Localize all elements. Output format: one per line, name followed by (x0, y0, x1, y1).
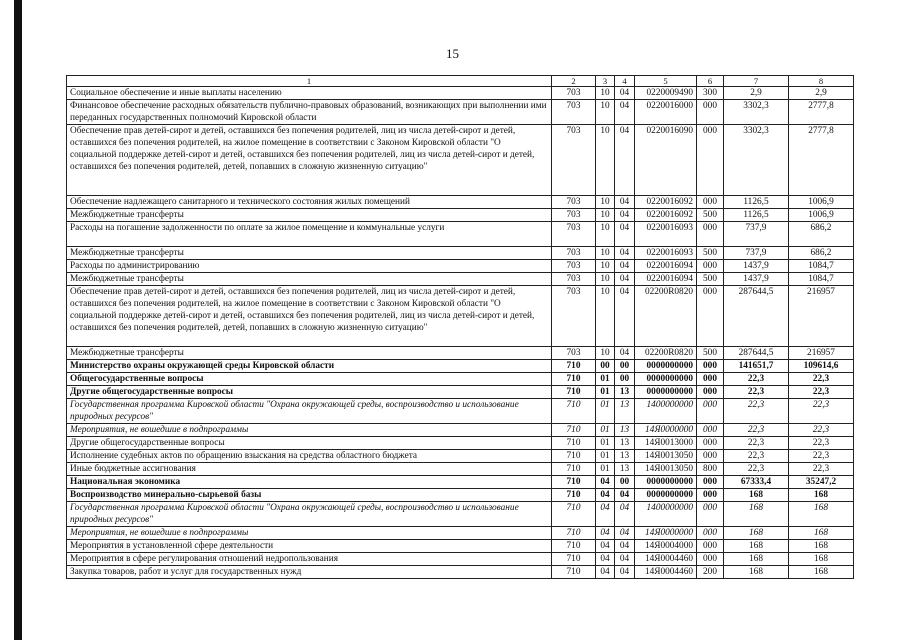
row-section-code: 04 (596, 553, 615, 566)
row-amount-planned: 168 (724, 502, 789, 527)
row-subsection-code: 13 (615, 450, 635, 463)
row-grbs-code: 710 (552, 553, 596, 566)
row-amount-planned: 168 (724, 527, 789, 540)
row-expense-type: 000 (697, 399, 724, 424)
row-section-code: 10 (596, 247, 615, 260)
row-amount-planned: 737,9 (724, 222, 789, 247)
table-row (67, 424, 854, 437)
row-section-code: 10 (596, 209, 615, 222)
row-description: Обеспечение прав детей-сирот и детей, оставшихся без попечения родителей, лиц из числа детей-сирот и детей, оставшихся без попечения родителей, на жилое помещение в соответствии с Законом Кировской области "О социальной поддержке детей-сирот и детей, оставшихся без попечения родителей, лиц из числа детей-сирот и детей, оставшихся без попечения родителей, детей, попавших в сложную жизненную ситуацию" (67, 125, 552, 196)
row-description: Расходы на погашение задолженности по оплате за жилое помещение и коммунальные услуги (67, 222, 552, 247)
row-subsection-code: 04 (615, 209, 635, 222)
row-expense-type: 000 (697, 196, 724, 209)
row-grbs-code: 710 (552, 489, 596, 502)
table-row (67, 566, 854, 579)
row-grbs-code: 710 (552, 566, 596, 579)
row-expense-type: 000 (697, 527, 724, 540)
table-header-row (67, 76, 854, 87)
row-section-code: 10 (596, 125, 615, 196)
row-amount-executed: 216957 (789, 347, 854, 360)
row-amount-planned: 22,3 (724, 424, 789, 437)
row-target-article: 0220016093 (635, 247, 697, 260)
row-subsection-code: 13 (615, 386, 635, 399)
row-section-code: 01 (596, 437, 615, 450)
row-amount-planned: 22,3 (724, 450, 789, 463)
row-grbs-code: 710 (552, 360, 596, 373)
row-section-code: 10 (596, 347, 615, 360)
table-row (67, 260, 854, 273)
row-grbs-code: 710 (552, 437, 596, 450)
row-grbs-code: 710 (552, 424, 596, 437)
row-grbs-code: 710 (552, 450, 596, 463)
row-amount-executed: 686,2 (789, 247, 854, 260)
row-description: Межбюджетные трансферты (67, 347, 552, 360)
row-subsection-code: 04 (615, 196, 635, 209)
row-amount-executed: 35247,2 (789, 476, 854, 489)
row-target-article: 0220016092 (635, 196, 697, 209)
row-amount-executed: 168 (789, 502, 854, 527)
table-row (67, 399, 854, 424)
row-amount-planned: 1437,9 (724, 273, 789, 286)
row-subsection-code: 04 (615, 347, 635, 360)
table-row (67, 196, 854, 209)
row-section-code: 00 (596, 360, 615, 373)
table-row (67, 386, 854, 399)
row-expense-type: 000 (697, 125, 724, 196)
row-target-article: 0220016093 (635, 222, 697, 247)
row-description: Обеспечение надлежащего санитарного и технического состояния жилых помещений (67, 196, 552, 209)
row-amount-planned: 168 (724, 489, 789, 502)
row-subsection-code: 00 (615, 360, 635, 373)
row-amount-executed: 168 (789, 527, 854, 540)
row-subsection-code: 13 (615, 437, 635, 450)
row-grbs-code: 703 (552, 100, 596, 125)
row-amount-planned: 1126,5 (724, 209, 789, 222)
row-amount-executed: 168 (789, 553, 854, 566)
row-description: Другие общегосударственные вопросы (67, 437, 552, 450)
row-amount-planned: 22,3 (724, 437, 789, 450)
row-amount-executed: 22,3 (789, 437, 854, 450)
row-expense-type: 500 (697, 273, 724, 286)
row-section-code: 04 (596, 489, 615, 502)
row-amount-executed: 1006,9 (789, 196, 854, 209)
row-expense-type: 000 (697, 540, 724, 553)
row-amount-planned: 168 (724, 540, 789, 553)
row-amount-executed: 2777,8 (789, 100, 854, 125)
row-section-code: 10 (596, 100, 615, 125)
row-expense-type: 000 (697, 437, 724, 450)
row-amount-planned: 141651,7 (724, 360, 789, 373)
row-description: Министерство охраны окружающей среды Кировской области (67, 360, 552, 373)
row-target-article: 14Я0004460 (635, 553, 697, 566)
row-grbs-code: 703 (552, 87, 596, 100)
row-subsection-code: 00 (615, 476, 635, 489)
column-header: 8 (789, 76, 854, 87)
table-row (67, 209, 854, 222)
row-grbs-code: 703 (552, 209, 596, 222)
table-row (67, 476, 854, 489)
row-subsection-code: 04 (615, 527, 635, 540)
row-target-article: 0000000000 (635, 373, 697, 386)
row-grbs-code: 703 (552, 222, 596, 247)
row-amount-planned: 287644,5 (724, 347, 789, 360)
row-section-code: 04 (596, 540, 615, 553)
row-expense-type: 000 (697, 360, 724, 373)
table-row (67, 247, 854, 260)
row-target-article: 02200R0820 (635, 347, 697, 360)
row-expense-type: 300 (697, 87, 724, 100)
table-row (67, 100, 854, 125)
row-target-article: 0220016094 (635, 260, 697, 273)
table-row (67, 360, 854, 373)
column-header: 1 (67, 76, 552, 87)
row-amount-executed: 2777,8 (789, 125, 854, 196)
table-row (67, 125, 854, 196)
row-amount-planned: 737,9 (724, 247, 789, 260)
row-amount-executed: 22,3 (789, 450, 854, 463)
row-section-code: 10 (596, 273, 615, 286)
table-body (67, 87, 854, 579)
row-description: Мероприятия, не вошедшие в подпрограммы (67, 424, 552, 437)
row-target-article: 1400000000 (635, 399, 697, 424)
row-section-code: 01 (596, 373, 615, 386)
row-expense-type: 000 (697, 222, 724, 247)
row-subsection-code: 04 (615, 260, 635, 273)
page-number: 15 (446, 46, 459, 61)
row-section-code: 10 (596, 196, 615, 209)
row-expense-type: 500 (697, 209, 724, 222)
row-grbs-code: 710 (552, 373, 596, 386)
column-header: 5 (635, 76, 697, 87)
row-section-code: 04 (596, 502, 615, 527)
row-target-article: 14Я0004000 (635, 540, 697, 553)
row-amount-executed: 22,3 (789, 463, 854, 476)
row-section-code: 10 (596, 87, 615, 100)
row-amount-planned: 3302,3 (724, 100, 789, 125)
row-section-code: 04 (596, 566, 615, 579)
row-grbs-code: 703 (552, 196, 596, 209)
row-expense-type: 800 (697, 463, 724, 476)
row-description: Межбюджетные трансферты (67, 247, 552, 260)
row-grbs-code: 710 (552, 502, 596, 527)
row-amount-executed: 168 (789, 566, 854, 579)
row-description: Воспроизводство минерально-сырьевой базы (67, 489, 552, 502)
table-row (67, 450, 854, 463)
row-subsection-code: 04 (615, 566, 635, 579)
row-subsection-code: 04 (615, 502, 635, 527)
row-amount-planned: 3302,3 (724, 125, 789, 196)
row-description: Мероприятия в сфере регулирования отношений недропользования (67, 553, 552, 566)
column-header: 2 (552, 76, 596, 87)
row-target-article: 0220016090 (635, 125, 697, 196)
row-amount-executed: 22,3 (789, 424, 854, 437)
row-expense-type: 000 (697, 450, 724, 463)
column-header: 4 (615, 76, 635, 87)
table-row (67, 222, 854, 247)
table-row (67, 286, 854, 347)
row-target-article: 1400000000 (635, 502, 697, 527)
row-expense-type: 200 (697, 566, 724, 579)
row-amount-planned: 22,3 (724, 399, 789, 424)
row-subsection-code: 04 (615, 100, 635, 125)
row-target-article: 14Я0000000 (635, 527, 697, 540)
row-grbs-code: 703 (552, 125, 596, 196)
row-section-code: 01 (596, 463, 615, 476)
row-amount-planned: 22,3 (724, 373, 789, 386)
row-amount-planned: 168 (724, 566, 789, 579)
row-grbs-code: 710 (552, 463, 596, 476)
row-target-article: 14Я0013050 (635, 463, 697, 476)
row-expense-type: 000 (697, 502, 724, 527)
row-amount-planned: 168 (724, 553, 789, 566)
row-target-article: 0220016094 (635, 273, 697, 286)
table-row (67, 463, 854, 476)
row-subsection-code: 13 (615, 463, 635, 476)
row-target-article: 0000000000 (635, 489, 697, 502)
row-grbs-code: 710 (552, 527, 596, 540)
row-amount-executed: 216957 (789, 286, 854, 347)
row-amount-planned: 22,3 (724, 463, 789, 476)
row-amount-executed: 686,2 (789, 222, 854, 247)
table-row (67, 437, 854, 450)
row-amount-executed: 1084,7 (789, 273, 854, 286)
row-amount-planned: 287644,5 (724, 286, 789, 347)
row-expense-type: 000 (697, 260, 724, 273)
table-row (67, 553, 854, 566)
row-subsection-code: 04 (615, 286, 635, 347)
row-grbs-code: 710 (552, 476, 596, 489)
row-target-article: 0000000000 (635, 386, 697, 399)
row-amount-executed: 22,3 (789, 399, 854, 424)
row-section-code: 10 (596, 222, 615, 247)
row-amount-executed: 109614,6 (789, 360, 854, 373)
row-amount-executed: 168 (789, 540, 854, 553)
row-expense-type: 000 (697, 489, 724, 502)
table-row (67, 527, 854, 540)
row-expense-type: 500 (697, 247, 724, 260)
row-section-code: 10 (596, 260, 615, 273)
row-section-code: 04 (596, 476, 615, 489)
row-subsection-code: 04 (615, 125, 635, 196)
row-expense-type: 000 (697, 386, 724, 399)
row-section-code: 01 (596, 386, 615, 399)
row-section-code: 01 (596, 424, 615, 437)
row-expense-type: 000 (697, 286, 724, 347)
row-description: Расходы по администрированию (67, 260, 552, 273)
row-expense-type: 500 (697, 347, 724, 360)
scan-edge-bar (14, 0, 22, 640)
row-amount-executed: 168 (789, 489, 854, 502)
row-amount-planned: 2,9 (724, 87, 789, 100)
row-description: Финансовое обеспечение расходных обязательств публично-правовых образований, возникающих при выполнении ими переданных государственных полномочий Кировской области (67, 100, 552, 125)
row-target-article: 14Я0004460 (635, 566, 697, 579)
row-expense-type: 000 (697, 424, 724, 437)
row-description: Национальная экономика (67, 476, 552, 489)
budget-table (66, 75, 854, 579)
row-grbs-code: 703 (552, 286, 596, 347)
row-expense-type: 000 (697, 476, 724, 489)
table-row (67, 87, 854, 100)
row-amount-executed: 2,9 (789, 87, 854, 100)
column-header: 6 (697, 76, 724, 87)
row-grbs-code: 710 (552, 399, 596, 424)
row-amount-executed: 1006,9 (789, 209, 854, 222)
row-amount-executed: 1084,7 (789, 260, 854, 273)
row-subsection-code: 04 (615, 273, 635, 286)
row-description: Мероприятия, не вошедшие в подпрограммы (67, 527, 552, 540)
row-target-article: 14Я0000000 (635, 424, 697, 437)
row-target-article: 14Я0013000 (635, 437, 697, 450)
row-description: Государственная программа Кировской области "Охрана окружающей среды, воспроизводство и использование природных ресурсов" (67, 502, 552, 527)
row-amount-planned: 67333,4 (724, 476, 789, 489)
table-row (67, 489, 854, 502)
row-grbs-code: 703 (552, 260, 596, 273)
row-target-article: 14Я0013050 (635, 450, 697, 463)
row-description: Другие общегосударственные вопросы (67, 386, 552, 399)
row-target-article: 0220016092 (635, 209, 697, 222)
row-description: Межбюджетные трансферты (67, 209, 552, 222)
row-grbs-code: 703 (552, 273, 596, 286)
row-subsection-code: 04 (615, 222, 635, 247)
row-amount-executed: 22,3 (789, 373, 854, 386)
row-target-article: 0220009490 (635, 87, 697, 100)
row-target-article: 02200R0820 (635, 286, 697, 347)
row-subsection-code: 13 (615, 399, 635, 424)
row-subsection-code: 04 (615, 540, 635, 553)
row-description: Общегосударственные вопросы (67, 373, 552, 386)
row-subsection-code: 04 (615, 553, 635, 566)
row-amount-executed: 22,3 (789, 386, 854, 399)
table-row (67, 540, 854, 553)
row-amount-planned: 1126,5 (724, 196, 789, 209)
row-description: Обеспечение прав детей-сирот и детей, оставшихся без попечения родителей, лиц из числа детей-сирот и детей, оставшихся без попечения родителей, на жилое помещение в соответствии с Законом Кировской области "О социальной поддержке детей-сирот и детей, оставшихся без попечения родителей, лиц из числа детей-сирот и детей, оставшихся без попечения родителей, детей, попавших в сложную жизненную ситуацию" (67, 286, 552, 347)
row-subsection-code: 04 (615, 247, 635, 260)
table-row (67, 373, 854, 386)
table-row (67, 347, 854, 360)
row-amount-planned: 1437,9 (724, 260, 789, 273)
row-grbs-code: 703 (552, 247, 596, 260)
row-description: Мероприятия в установленной сфере деятельности (67, 540, 552, 553)
row-target-article: 0000000000 (635, 476, 697, 489)
table-row (67, 273, 854, 286)
row-description: Иные бюджетные ассигнования (67, 463, 552, 476)
row-section-code: 10 (596, 286, 615, 347)
row-section-code: 01 (596, 399, 615, 424)
row-description: Социальное обеспечение и иные выплаты населению (67, 87, 552, 100)
row-expense-type: 000 (697, 100, 724, 125)
row-description: Закупка товаров, работ и услуг для государственных нужд (67, 566, 552, 579)
row-expense-type: 000 (697, 553, 724, 566)
column-header: 7 (724, 76, 789, 87)
row-description: Межбюджетные трансферты (67, 273, 552, 286)
row-grbs-code: 710 (552, 386, 596, 399)
row-target-article: 0000000000 (635, 360, 697, 373)
row-grbs-code: 710 (552, 540, 596, 553)
row-expense-type: 000 (697, 373, 724, 386)
row-section-code: 04 (596, 527, 615, 540)
row-grbs-code: 703 (552, 347, 596, 360)
row-subsection-code: 04 (615, 87, 635, 100)
row-subsection-code: 00 (615, 373, 635, 386)
row-amount-planned: 22,3 (724, 386, 789, 399)
row-subsection-code: 13 (615, 424, 635, 437)
row-section-code: 01 (596, 450, 615, 463)
row-subsection-code: 04 (615, 489, 635, 502)
row-description: Исполнение судебных актов по обращению взыскания на средства областного бюджета (67, 450, 552, 463)
table-row (67, 502, 854, 527)
row-description: Государственная программа Кировской области "Охрана окружающей среды, воспроизводство и использование природных ресурсов" (67, 399, 552, 424)
row-target-article: 0220016000 (635, 100, 697, 125)
column-header: 3 (596, 76, 615, 87)
